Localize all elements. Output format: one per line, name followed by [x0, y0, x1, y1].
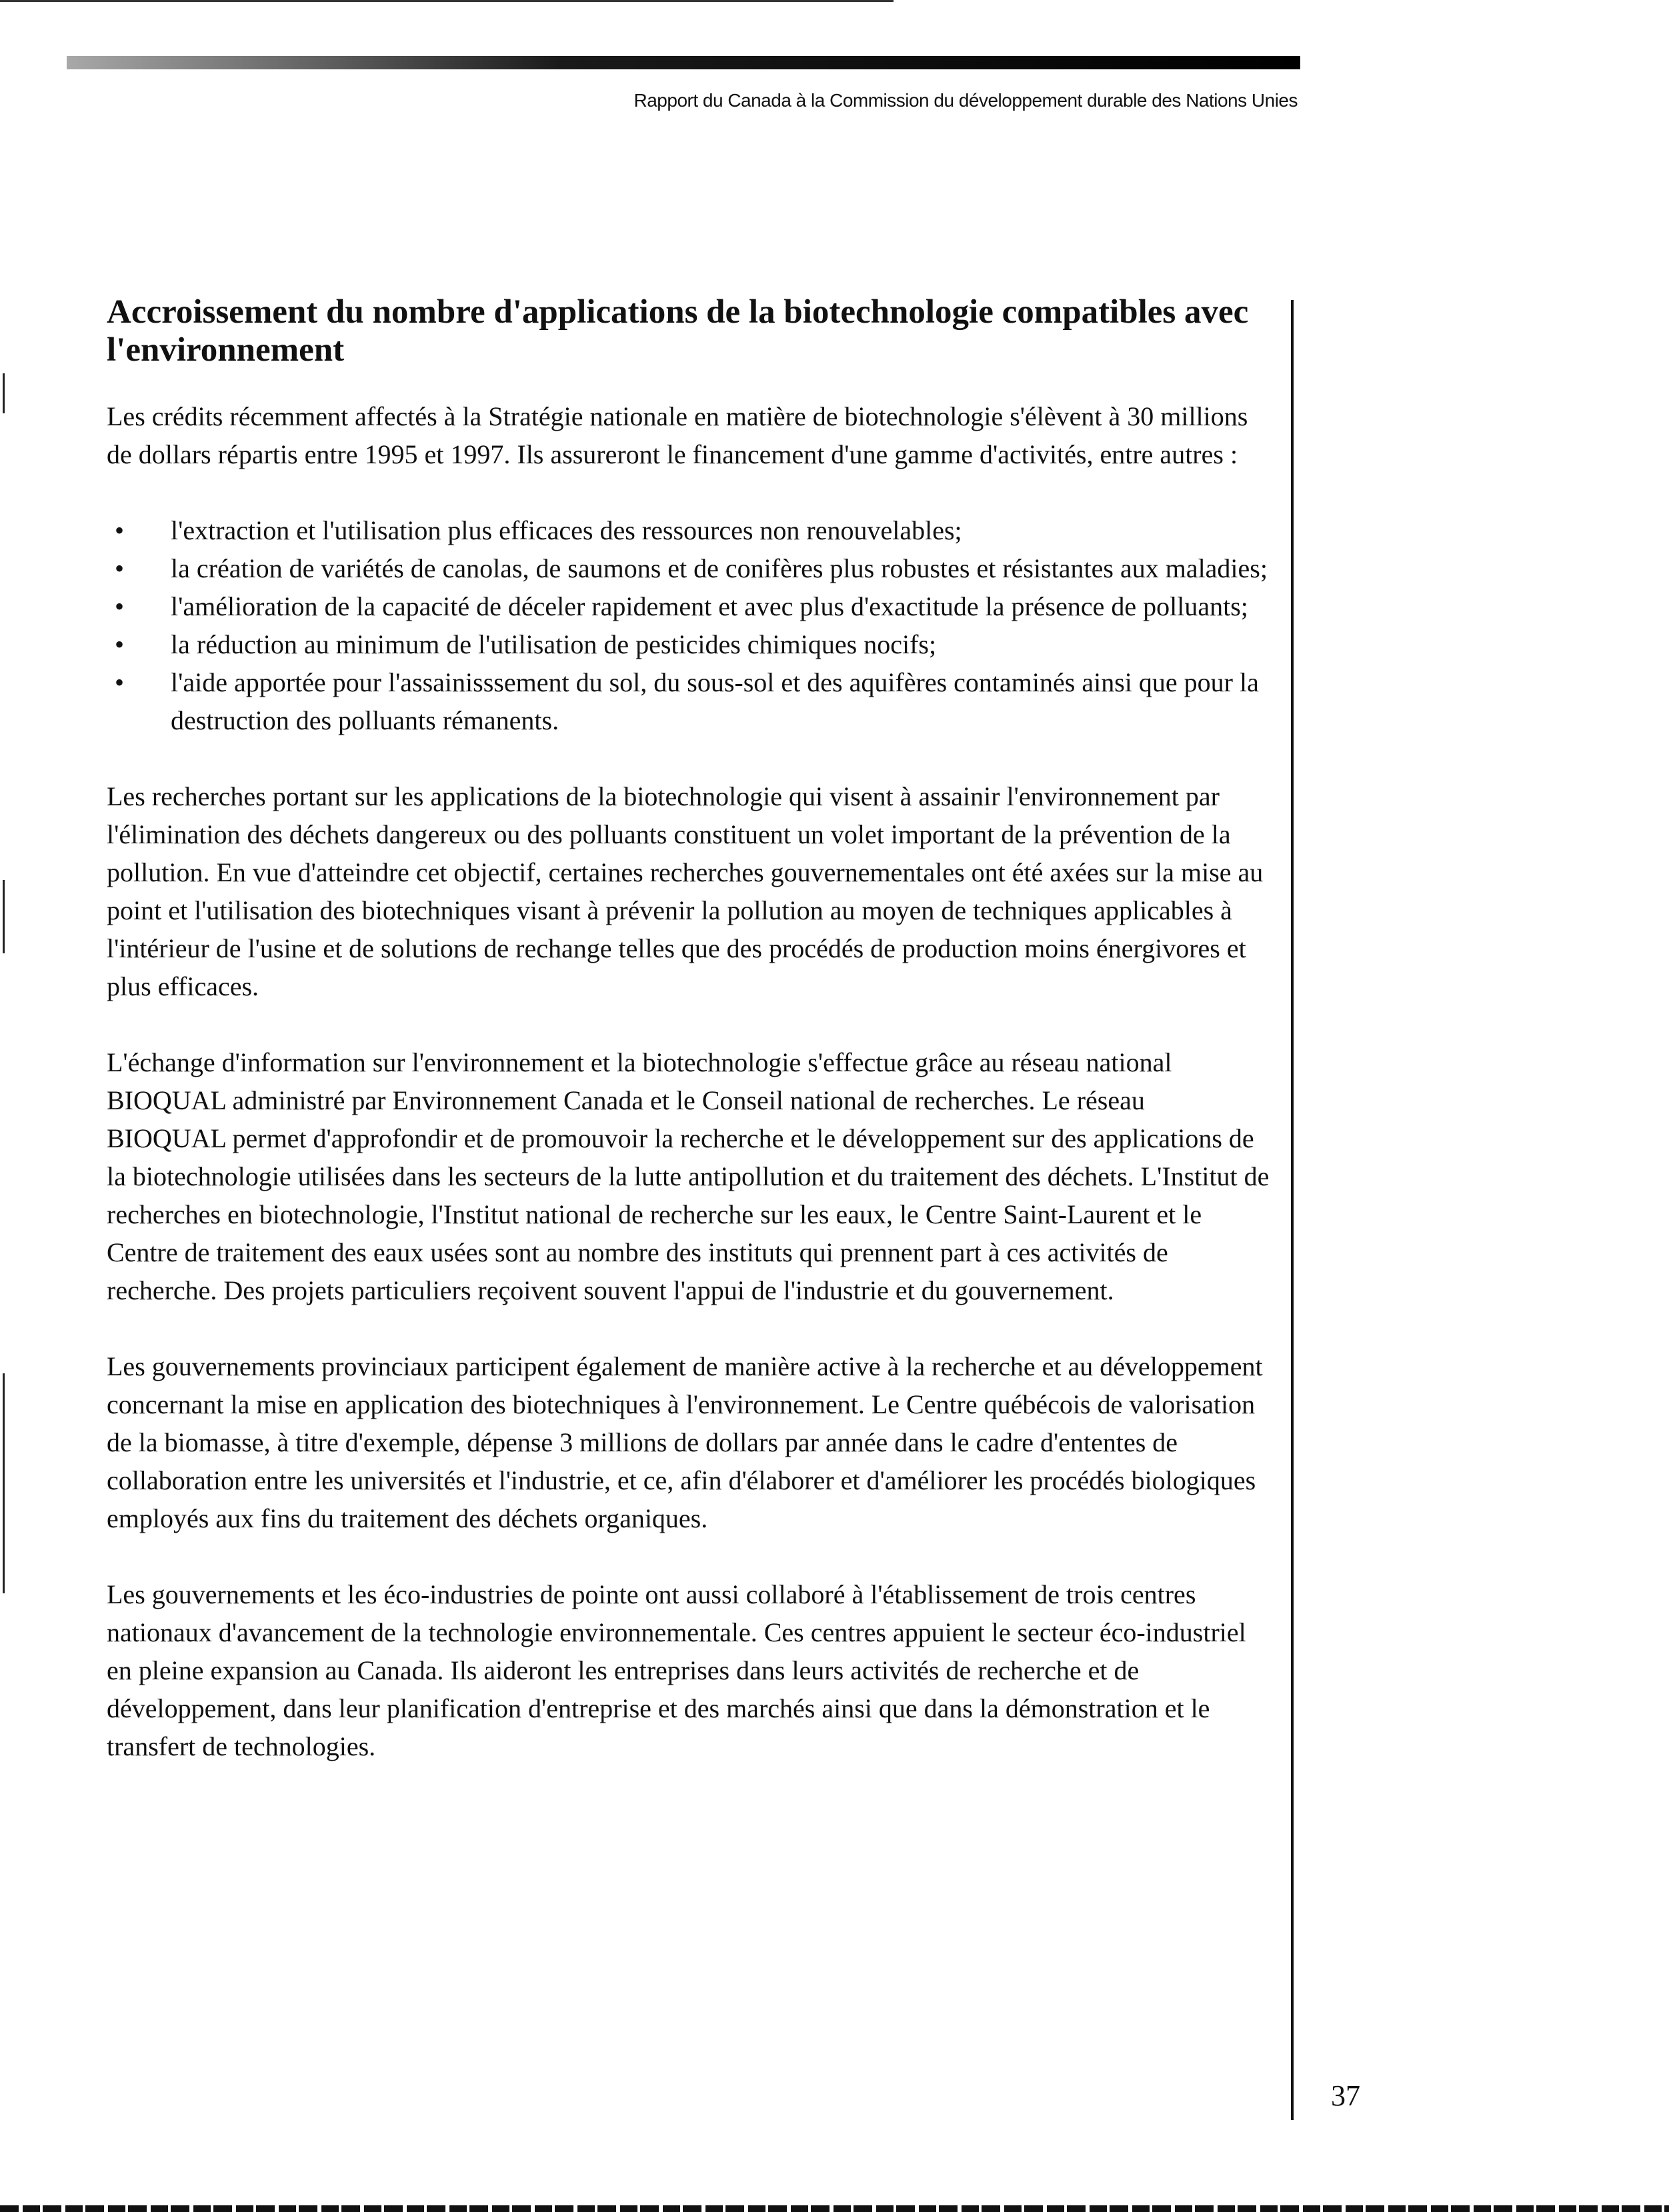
top-edge-line	[0, 0, 894, 2]
bullet-icon: •	[115, 629, 125, 660]
margin-rule	[1291, 300, 1294, 2120]
list-item	[107, 587, 1270, 625]
list-item-text: l'aide apportée pour l'assainisssement du sol, du sous-sol et des aquifères contaminés ainsi que pour la destruction des polluants rémanents.	[171, 667, 1259, 736]
bullet-icon: •	[115, 553, 125, 584]
bullet-icon: •	[115, 591, 125, 622]
list-item-text: l'extraction et l'utilisation plus efficaces des ressources non renouvelables;	[171, 515, 962, 546]
body-paragraph: Les gouvernements et les éco-industries de pointe ont aussi collaboré à l'établissement de trois centres nationaux d'avancement de la technologie environnementale. Ces centres appuient le secteur éco-industriel en pleine expansion au Canada. Ils aideront les entreprises dans leurs activités de recherche et de développement, dans leur planification d'entreprise et des marchés ainsi que dans la démonstration et le transfert de technologies.	[107, 1579, 1246, 1762]
scan-margin-mark	[3, 1373, 5, 1593]
page-number: 37	[1331, 2079, 1360, 2112]
body-paragraph: L'échange d'information sur l'environnement et la biotechnologie s'effectue grâce au réseau national BIOQUAL administré par Environnement Canada et le Conseil national de recherches. Le réseau BIOQUAL permet d'approfondir et de promouvoir la recherche et le développement sur des applications de la biotechnologie utilisées dans les secteurs de la lutte antipollution et du traitement des déchets. L'Institut de recherches en biotechnologie, l'Institut national de recherche sur les eaux, le Centre Saint-Laurent et le Centre de traitement des eaux usées sont au nombre des instituts qui prennent part à ces activités de recherche. Des projets particuliers reçoivent souvent l'appui de l'industrie et du gouvernement.	[107, 1047, 1270, 1306]
section-heading: Accroissement du nombre d'applications de la biotechnologie compatibles avec l'environnement	[107, 293, 1249, 369]
scan-margin-mark	[3, 373, 5, 413]
list-item	[107, 663, 1270, 739]
bullet-icon: •	[115, 667, 125, 698]
list-item	[107, 511, 1270, 549]
intro-paragraph: Les crédits récemment affectés à la Stratégie nationale en matière de biotechnologie s'élèvent à 30 millions de dollars répartis entre 1995 et 1997. Ils assureront le financement d'une gamme d'activités, entre autres :	[107, 401, 1248, 470]
bullet-icon: •	[115, 515, 125, 546]
header-rule-bar	[67, 56, 1300, 69]
body-paragraph: Les gouvernements provinciaux participent également de manière active à la recherche et au développement concernant la mise en application des biotechniques à l'environnement. Le Centre québécois de valorisation de la biomasse, à titre d'exemple, dépense 3 millions de dollars par année dans le cadre d'ententes de collaboration entre les universités et l'industrie, et ce, afin d'élaborer et d'améliorer les procédés biologiques employés aux fins du traitement des déchets organiques.	[107, 1351, 1263, 1534]
list-item-text: la création de variétés de canolas, de saumons et de conifères plus robustes et résistantes aux maladies;	[171, 553, 1268, 584]
running-header: Rapport du Canada à la Commission du développement durable des Nations Unies	[633, 90, 1298, 111]
main-content	[107, 293, 1270, 1803]
list-item-text: l'amélioration de la capacité de déceler rapidement et avec plus d'exactitude la présence de polluants;	[171, 591, 1248, 622]
list-item	[107, 625, 1270, 663]
bottom-scan-edge	[0, 2205, 1669, 2212]
scan-margin-mark	[3, 880, 5, 953]
body-paragraph: Les recherches portant sur les applications de la biotechnologie qui visent à assainir l'environnement par l'élimination des déchets dangereux ou des polluants constituent un volet important de la prévention de la pollution. En vue d'atteindre cet objectif, certaines recherches gouvernementales ont été axées sur la mise au point et l'utilisation des biotechniques visant à prévenir la pollution au moyen de techniques applicables à l'intérieur de l'usine et de solutions de rechange telles que des procédés de production moins énergivores et plus efficaces.	[107, 781, 1264, 1002]
list-item	[107, 549, 1270, 587]
activities-list	[107, 511, 1270, 739]
list-item-text: la réduction au minimum de l'utilisation de pesticides chimiques nocifs;	[171, 629, 937, 660]
